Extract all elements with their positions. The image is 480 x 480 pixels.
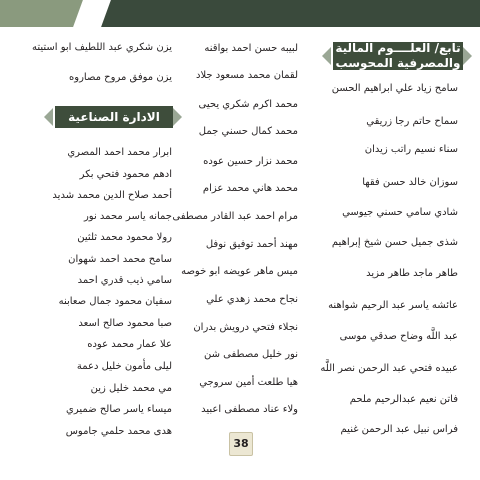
student-name: سفيان محمود جمال صعابنه [58, 296, 172, 307]
student-name: سوزان خالد حسن فقها [362, 177, 458, 188]
student-name: مهند أحمد توفيق نوفل [205, 239, 298, 250]
student-name: ليلى مأمون خليل دعمة [76, 361, 172, 372]
chevron-right-icon [173, 108, 182, 126]
student-name: يزن موفق مروح مصاروه [69, 72, 172, 83]
top-bar [92, 0, 480, 27]
student-name: ميس ماهر عويضه ابو خوصه [181, 266, 298, 277]
student-name: شادي سامي حسني جيوسي [342, 207, 458, 218]
student-name: عبد اللَّه وضاح صدقي موسى [339, 331, 458, 342]
student-name: شذى جميل حسن شيخ إبراهيم [331, 237, 458, 248]
student-name: سامي ذيب قدري احمد [77, 275, 172, 286]
student-name: ولاء عناد مصطفى اعبيد [201, 404, 298, 415]
student-name: أحمد صلاح الدين محمد شديد [52, 190, 172, 201]
student-name: مي محمد خليل زين [90, 383, 172, 394]
student-name: رولا محمود محمد ثلثين [77, 232, 172, 243]
student-name: نجلاء فتحي درويش بدران [193, 322, 298, 333]
chevron-right-icon [463, 47, 472, 65]
student-name: فاتن نعيم عبدالرحيم ملحم [349, 394, 458, 405]
student-name: صبا محمود صالح اسعد [78, 318, 172, 329]
student-name: لبيبه حسن احمد بواقنه [204, 43, 298, 54]
student-name: هيا طلعت أمين سروجي [199, 377, 298, 388]
student-name: عبيده فتحي عبد الرحمن نصر اللَّه [320, 363, 458, 374]
student-name: ابرار محمد احمد المصري [67, 147, 172, 158]
student-name: فراس نبيل عبد الرحمن غنيم [340, 424, 458, 435]
section-banner-industrial-label: الادارة الصناعية [68, 109, 160, 124]
student-name: عائشه ياسر عبد الرحيم شواهنه [328, 300, 458, 311]
section-banner-finance [333, 42, 463, 70]
student-name: سناء نسيم راتب زيدان [364, 144, 458, 155]
student-name: ادهم محمود فتحي بكر [79, 169, 172, 180]
student-name: هدى محمد حلمي جاموس [65, 426, 172, 437]
student-name: طاهر ماجد طاهر مزيد [366, 268, 458, 279]
page-number: 38 [229, 432, 253, 456]
student-name: علا عمار محمد عوده [87, 339, 172, 350]
student-name: سامح زياد علي ابراهيم الحسن [331, 83, 458, 94]
student-name: نور خليل مصطفى شن [203, 349, 298, 360]
student-name: مرام احمد عبد القادر مصطفى [172, 211, 298, 222]
student-name: محمد اكرم شكري يحيى [198, 99, 298, 110]
section-banner-finance-line2: والمصرفية المحوسب [335, 56, 461, 70]
student-name: لقمان محمد مسعود جلاد [196, 70, 298, 81]
student-name: ميساء ياسر صالح ضميري [66, 404, 172, 415]
chevron-left-icon [44, 108, 53, 126]
student-name: سماح حاتم رجا زريقي [366, 116, 458, 127]
student-name: يزن شكري عبد اللطيف ابو استيته [31, 42, 172, 53]
section-banner-finance-line1: تابع/ العلــــوم المالية [335, 41, 461, 55]
chevron-left-icon [322, 47, 331, 65]
student-name: نجاح محمد زهدي علي [206, 294, 298, 305]
student-name: محمد كمال حسني جمل [198, 126, 298, 137]
student-name: جمانه ياسر محمد نور [83, 211, 172, 222]
student-name: سامح محمد احمد شهوان [68, 254, 172, 265]
student-name: محمد هاني محمد عزام [202, 183, 298, 194]
student-name: محمد نزار حسين عوده [203, 156, 298, 167]
section-banner-industrial [55, 106, 173, 128]
